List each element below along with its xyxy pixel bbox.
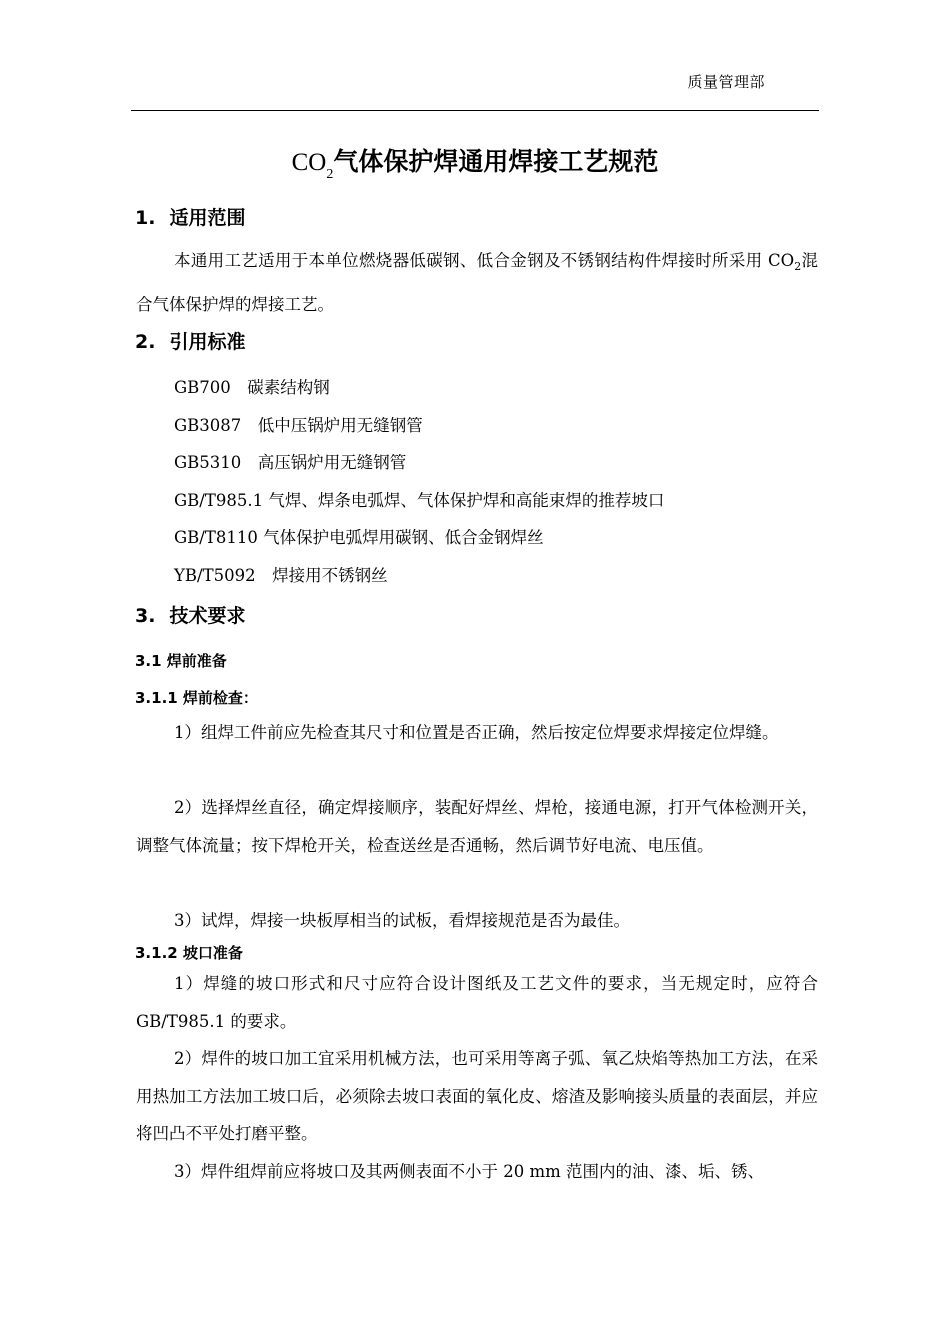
section-1-subscript: 2: [794, 260, 802, 273]
section-2-number: 2.: [135, 331, 156, 353]
standard-item: GB3087 低中压锅炉用无缝钢管: [174, 416, 423, 435]
header-department: 质量管理部: [687, 73, 765, 91]
paragraph-3-1-2-item-3: 3）焊件组焊前应将坡口及其两侧表面不小于 20 mm 范围内的油、漆、垢、锈、: [174, 1162, 765, 1181]
standard-item: GB700 碳素结构钢: [174, 378, 330, 397]
section-3-number: 3.: [135, 605, 156, 627]
header-divider: [131, 110, 819, 111]
section-1-heading: [135, 203, 245, 230]
section-1-text-b: 混合气体保护焊的焊接工艺。: [136, 251, 819, 314]
section-1-paragraph: [136, 242, 818, 323]
standard-item: GB/T8110 气体保护电弧焊用碳钢、低合金钢焊丝: [174, 528, 544, 547]
paragraph-3-1-1-item-3: 3）试焊，焊接一块板厚相当的试板，看焊接规范是否为最佳。: [174, 911, 630, 930]
standard-item: GB5310 高压锅炉用无缝钢管: [174, 453, 407, 472]
title-text: 气体保护焊通用焊接工艺规范: [333, 147, 659, 176]
title-prefix: CO: [291, 149, 327, 176]
standard-item: GB/T985.1 气焊、焊条电弧焊、气体保护焊和高能束焊的推荐坡口: [174, 491, 665, 510]
subsection-3-1-1-heading: 3.1.1 焊前检查：: [135, 689, 258, 707]
section-2-heading: [135, 327, 245, 354]
section-3-title: 技术要求: [169, 605, 246, 627]
title-subscript: 2: [326, 167, 334, 182]
section-3-heading: [135, 601, 245, 628]
section-2-title: 引用标准: [169, 331, 246, 353]
section-1-title: 适用范围: [169, 207, 246, 229]
section-1-number: 1.: [135, 207, 156, 229]
section-1-text-a: 本通用工艺适用于本单位燃烧器低碳钢、低合金钢及不锈钢结构件焊接时所采用 CO: [174, 251, 795, 270]
paragraph-3-1-1-item-1: 1）组焊工件前应先检查其尺寸和位置是否正确，然后按定位焊要求焊接定位焊缝。: [174, 723, 779, 742]
paragraph-3-1-2-item-2: 2）焊件的坡口加工宜采用机械方法，也可采用等离子弧、氧乙炔焰等热加工方法，在采用热加工方法加工坡口后，必须除去坡口表面的氧化皮、熔渣及影响接头质量的表面层，并应将凹凸不平处打磨平整。: [136, 1049, 818, 1143]
standard-item: YB/T5092 焊接用不锈钢丝: [174, 566, 388, 585]
paragraph-3-1-1-item-2: 2）选择焊丝直径，确定焊接顺序，装配好焊丝、焊枪，接通电源，打开气体检测开关，调整气体流量；按下焊枪开关，检查送丝是否通畅，然后调节好电流、电压值。: [136, 798, 818, 855]
document-title: [0, 142, 950, 183]
subsection-3-1-heading: 3.1 焊前准备: [135, 652, 227, 670]
paragraph-3-1-2-item-1: 1）焊缝的坡口形式和尺寸应符合设计图纸及工艺文件的要求，当无规定时，应符合 GB/T985.1 的要求。: [136, 974, 818, 1031]
subsection-3-1-2-heading: 3.1.2 坡口准备: [135, 944, 243, 962]
